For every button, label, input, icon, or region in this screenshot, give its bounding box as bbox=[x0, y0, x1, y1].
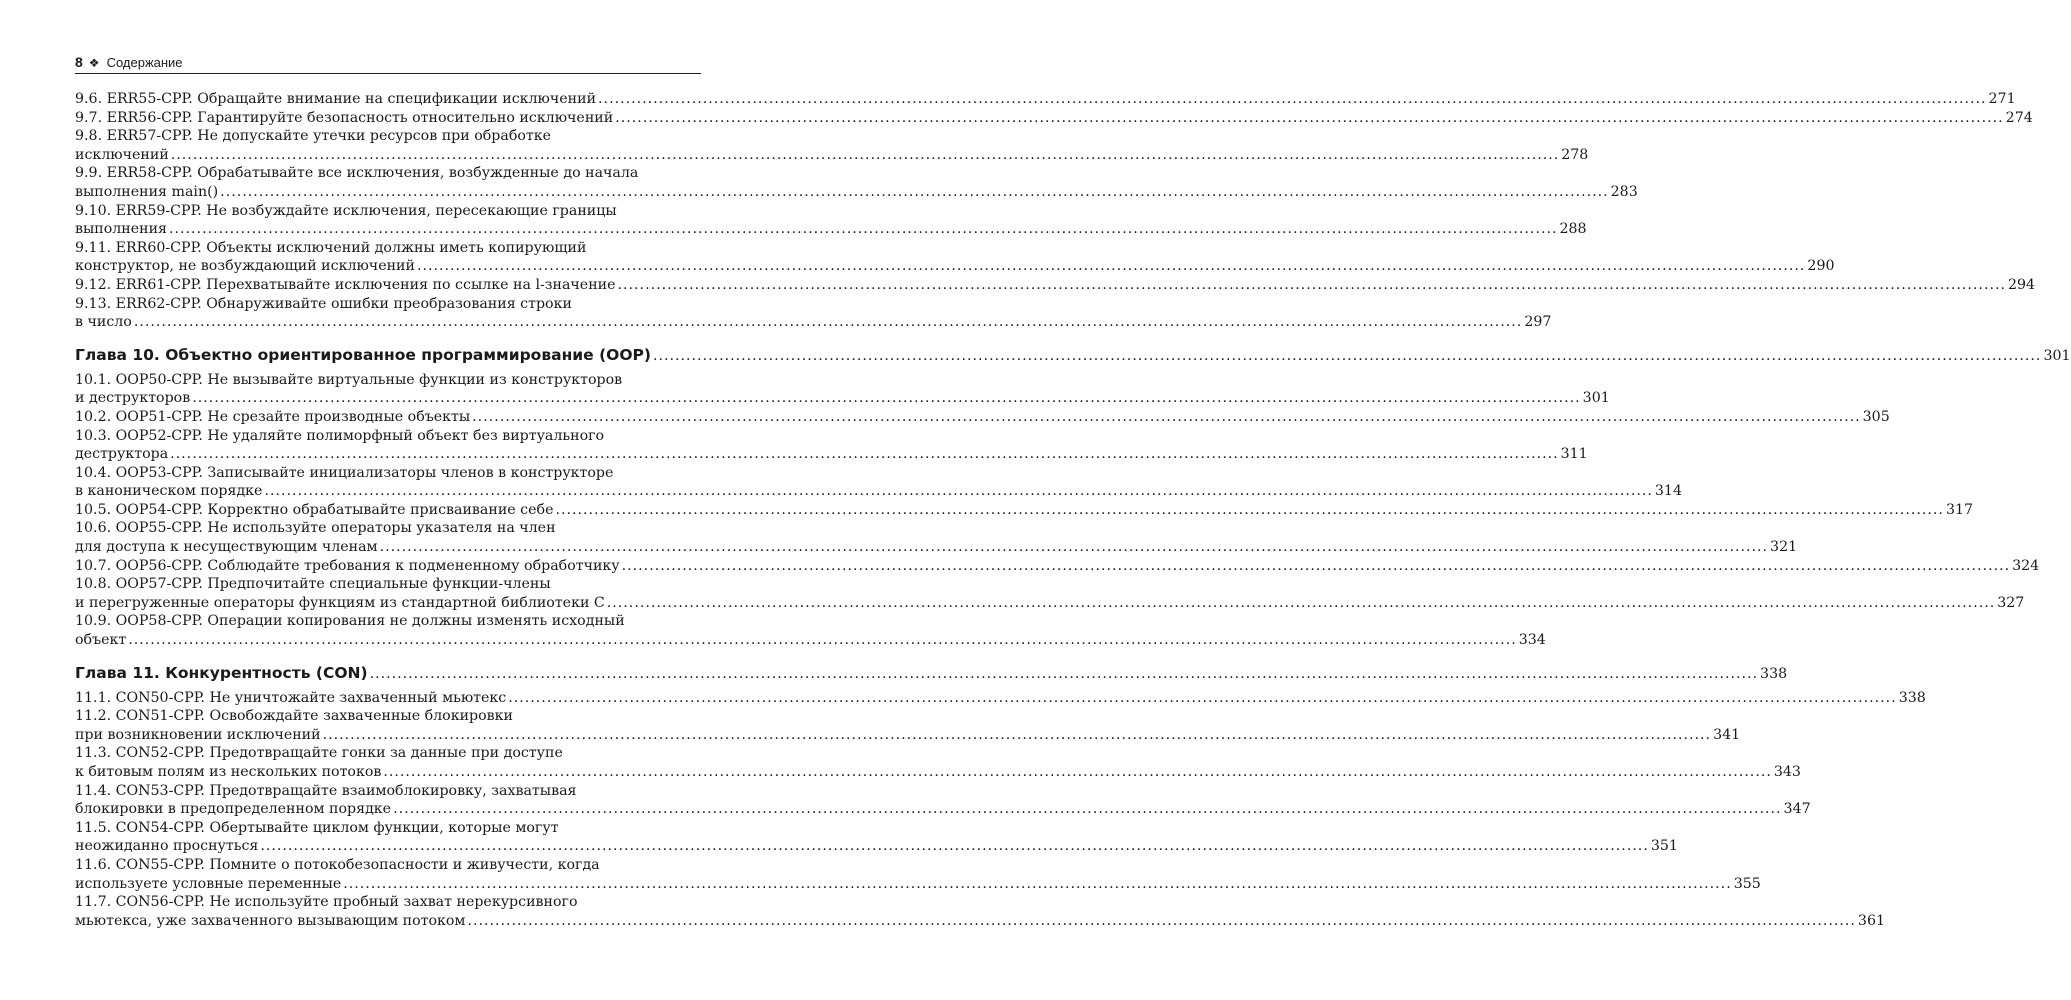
running-header bbox=[75, 48, 701, 74]
toc-entry-text: 11.3. CON52-CPP. Предотвращайте гонки за данные при доступе bbox=[75, 745, 563, 762]
dot-leader bbox=[128, 631, 1516, 650]
table-of-contents bbox=[75, 90, 2071, 930]
dot-leader bbox=[555, 501, 1943, 520]
toc-page-number: 311 bbox=[1560, 446, 1588, 463]
toc-entry-text: исключений bbox=[75, 146, 169, 163]
toc-entry-text: неожиданно проснуться bbox=[75, 838, 259, 855]
toc-entry[interactable] bbox=[75, 893, 1886, 930]
toc-page-number: 361 bbox=[1857, 912, 1886, 929]
toc-entry[interactable] bbox=[75, 90, 2016, 109]
toc-entry[interactable] bbox=[75, 127, 1589, 164]
toc-entry-text: 9.6. ERR55-CPP. Обращайте внимание на спецификации исключений bbox=[75, 91, 597, 107]
toc-entry[interactable] bbox=[75, 295, 1552, 332]
toc-page-number: 343 bbox=[1773, 764, 1801, 780]
dot-leader bbox=[622, 557, 2010, 576]
toc-entry-text: 9.12. ERR61-CPP. Перехватывайте исключения по ссылке на l-значение bbox=[75, 276, 616, 293]
toc-entry-text: 10.2. OOP51-CPP. Не срезайте производные объекты bbox=[75, 408, 471, 425]
dot-leader bbox=[467, 912, 1855, 931]
toc-entry-text: 9.8. ERR57-CPP. Не допускайте утечки ресурсов при обработке bbox=[75, 128, 552, 145]
dot-leader bbox=[169, 220, 1557, 239]
toc-entry-text: используете условные переменные bbox=[75, 875, 342, 892]
dot-leader bbox=[220, 183, 1608, 202]
dot-leader bbox=[417, 257, 1805, 276]
dot-leader bbox=[615, 109, 2003, 128]
toc-entry[interactable] bbox=[75, 519, 1798, 556]
dot-leader bbox=[264, 482, 1652, 501]
toc-entry[interactable] bbox=[75, 109, 2033, 128]
toc-page-number: 297 bbox=[1524, 314, 1552, 331]
toc-entry-text: выполнения main() bbox=[75, 183, 219, 200]
toc-entry-text: 9.9. ERR58-CPP. Обрабатывайте все исключения, возбужденные до начала bbox=[75, 165, 639, 182]
chapter-title: Глава 11. Конкурентность (CON) bbox=[75, 663, 368, 682]
toc-entry-text: 9.10. ERR59-CPP. Не возбуждайте исключения, пересекающие границы bbox=[75, 202, 617, 219]
toc-entry[interactable] bbox=[75, 612, 1546, 649]
dot-leader bbox=[370, 663, 1758, 685]
toc-page-number: 314 bbox=[1654, 483, 1682, 500]
toc-entry[interactable] bbox=[75, 819, 1678, 856]
toc-page-number: 355 bbox=[1733, 875, 1761, 892]
toc-page-number: 317 bbox=[1945, 501, 1974, 518]
toc-entry-text: и перегруженные операторы функциям из стандартной библиотеки C bbox=[75, 594, 605, 611]
toc-entry[interactable] bbox=[75, 501, 1974, 520]
toc-page-number: 294 bbox=[2007, 276, 2036, 293]
toc-entry[interactable] bbox=[75, 575, 2025, 612]
toc-entry-text: 10.3. OOP52-CPP. Не удаляйте полиморфный объект без виртуального bbox=[75, 427, 605, 444]
dot-leader bbox=[380, 538, 1768, 557]
toc-entry[interactable] bbox=[75, 371, 1610, 408]
dot-leader bbox=[383, 763, 1771, 782]
toc-entry[interactable] bbox=[75, 782, 1811, 819]
toc-entry-text: 10.9. OOP58-CPP. Операции копирования не должны изменять исходный bbox=[75, 613, 625, 630]
dot-leader bbox=[653, 345, 2041, 367]
toc-page-number: 347 bbox=[1783, 801, 1811, 818]
toc-entry-text: 11.4. CON53-CPP. Предотвращайте взаимоблокировку, захватывая bbox=[75, 782, 577, 799]
dot-leader bbox=[192, 389, 1580, 408]
toc-entry-text: для доступа к несуществующим членам bbox=[75, 539, 378, 556]
toc-page-number: 301 bbox=[1582, 390, 1610, 407]
toc-entry[interactable] bbox=[75, 427, 1588, 464]
toc-entry[interactable] bbox=[75, 164, 1638, 201]
toc-page-number: 327 bbox=[1997, 594, 2025, 611]
toc-page-number: 334 bbox=[1518, 632, 1546, 649]
toc-entry-text: 9.11. ERR60-CPP. Объекты исключений должны иметь копирующий bbox=[75, 239, 587, 256]
toc-entry-text: 10.5. OOP54-CPP. Корректно обрабатывайте присваивание себе bbox=[75, 501, 554, 518]
toc-page-number: 288 bbox=[1559, 221, 1587, 238]
dot-leader bbox=[260, 837, 1648, 856]
chapter-heading[interactable] bbox=[75, 344, 2071, 367]
toc-entry-text: в число bbox=[75, 314, 132, 331]
chapter-heading[interactable] bbox=[75, 662, 1788, 685]
toc-entry[interactable] bbox=[75, 276, 2036, 295]
toc-entry[interactable] bbox=[75, 856, 1761, 893]
chapter-page-number: 338 bbox=[1760, 665, 1788, 682]
running-title: Содержание bbox=[106, 55, 183, 70]
toc-page-number: 324 bbox=[2012, 557, 2040, 574]
toc-entry-text: 9.13. ERR62-CPP. Обнаруживайте ошибки преобразования строки bbox=[75, 295, 572, 312]
toc-entry[interactable] bbox=[75, 557, 2040, 576]
toc-entry-text: 11.6. CON55-CPP. Помните о потокобезопасности и живучести, когда bbox=[75, 856, 600, 873]
toc-entry-text: 11.1. CON50-CPP. Не уничтожайте захваченный мьютекс bbox=[75, 689, 507, 706]
dot-leader bbox=[472, 408, 1860, 427]
toc-page-number: 290 bbox=[1807, 258, 1835, 275]
toc-entry-text: 11.2. CON51-CPP. Освобождайте захваченные блокировки bbox=[75, 708, 513, 725]
page-number: 8 bbox=[75, 54, 83, 70]
chapter-page-number: 301 bbox=[2043, 347, 2071, 364]
toc-entry-text: конструктор, не возбуждающий исключений bbox=[75, 258, 415, 275]
toc-entry-text: 11.5. CON54-CPP. Обертывайте циклом функции, которые могут bbox=[75, 819, 559, 836]
dot-leader bbox=[618, 276, 2006, 295]
toc-page-number: 341 bbox=[1713, 726, 1741, 743]
toc-entry[interactable] bbox=[75, 689, 1926, 708]
toc-page-number: 271 bbox=[1988, 91, 2016, 107]
dot-leader bbox=[598, 90, 1986, 109]
toc-entry-text: 10.4. OOP53-CPP. Записывайте инициализаторы членов в конструкторе bbox=[75, 464, 614, 481]
toc-entry-text: деструктора bbox=[75, 446, 169, 463]
ornament-icon: ❖ bbox=[88, 56, 100, 70]
dot-leader bbox=[393, 800, 1781, 819]
toc-entry-text: 10.8. OOP57-CPP. Предпочитайте специальные функции-члены bbox=[75, 576, 551, 593]
toc-entry[interactable] bbox=[75, 464, 1682, 501]
toc-entry[interactable] bbox=[75, 239, 1835, 276]
book-page bbox=[75, 48, 2071, 930]
toc-entry-text: выполнения bbox=[75, 221, 168, 238]
toc-entry-text: 10.6. OOP55-CPP. Не используйте операторы указателя на член bbox=[75, 520, 556, 537]
chapter-title: Глава 10. Объектно ориентированное программирование (OOP) bbox=[75, 345, 651, 364]
dot-leader bbox=[171, 146, 1559, 165]
toc-entry[interactable] bbox=[75, 707, 1741, 744]
toc-entry-text: и деструкторов bbox=[75, 390, 191, 407]
toc-page-number: 338 bbox=[1898, 689, 1926, 706]
toc-page-number: 351 bbox=[1650, 838, 1678, 855]
toc-entry-text: 9.7. ERR56-CPP. Гарантируйте безопасность относительно исключений bbox=[75, 109, 614, 126]
dot-leader bbox=[607, 594, 1995, 613]
dot-leader bbox=[170, 445, 1558, 464]
toc-entry-text: 10.1. OOP50-CPP. Не вызывайте виртуальные функции из конструкторов bbox=[75, 371, 623, 388]
toc-page-number: 321 bbox=[1770, 539, 1798, 556]
toc-page-number: 305 bbox=[1862, 408, 1890, 425]
toc-page-number: 283 bbox=[1610, 183, 1638, 200]
toc-entry[interactable] bbox=[75, 202, 1587, 239]
toc-entry-text: в каноническом порядке bbox=[75, 483, 263, 500]
dot-leader bbox=[134, 313, 1522, 332]
toc-entry-text: к битовым полям из нескольких потоков bbox=[75, 764, 382, 780]
dot-leader bbox=[508, 689, 1896, 708]
toc-entry-text: блокировки в предопределенном порядке bbox=[75, 801, 392, 818]
toc-entry-text: 11.7. CON56-CPP. Не используйте пробный захват нерекурсивного bbox=[75, 894, 578, 911]
toc-entry-text: объект bbox=[75, 632, 127, 649]
dot-leader bbox=[323, 726, 1711, 745]
toc-entry-text: при возникновении исключений bbox=[75, 726, 321, 743]
toc-entry-text: мьютекса, уже захваченного вызывающим потоком bbox=[75, 912, 466, 929]
toc-entry[interactable] bbox=[75, 744, 1801, 781]
toc-entry[interactable] bbox=[75, 408, 1890, 427]
toc-page-number: 278 bbox=[1561, 146, 1589, 163]
toc-entry-text: 10.7. OOP56-CPP. Соблюдайте требования к подмененному обработчику bbox=[75, 557, 620, 574]
toc-page-number: 274 bbox=[2005, 109, 2033, 126]
dot-leader bbox=[343, 875, 1731, 894]
